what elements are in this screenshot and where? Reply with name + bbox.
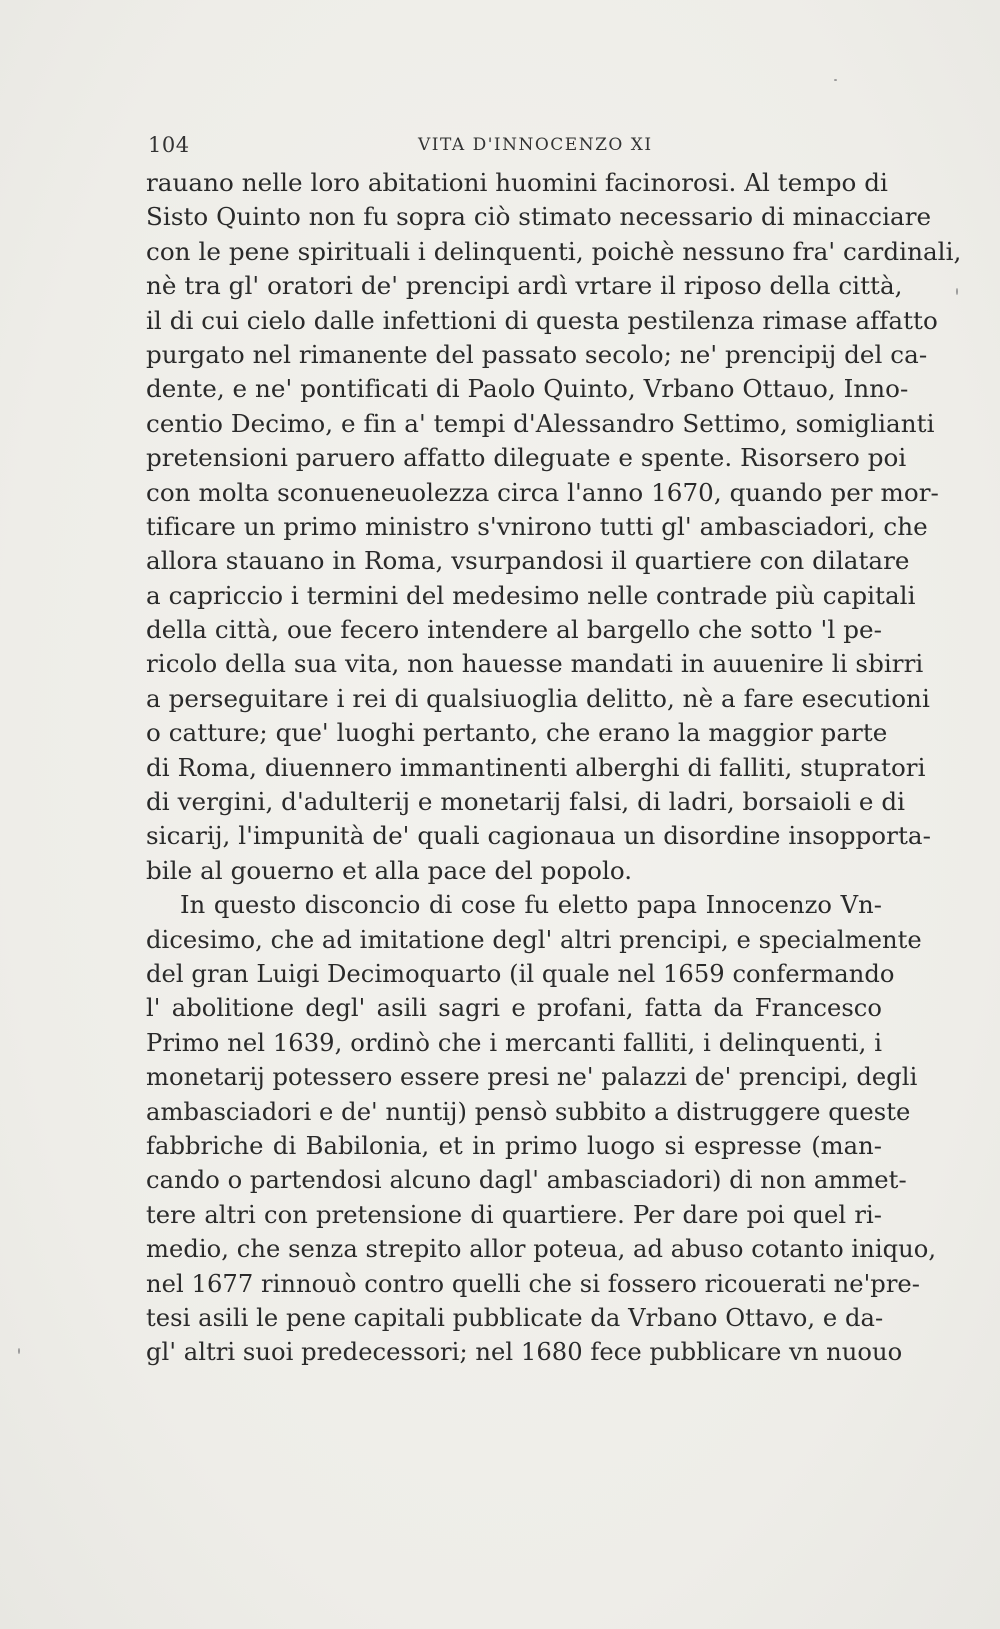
text-line: dicesimo, che ad imitatione degl' altri prencipi, e specialmente (146, 925, 922, 954)
running-title: VITA D'INNOCENZO XI (418, 135, 653, 155)
text-line: l' abolitione degl' asili sagri e profani, fatta da Francesco (146, 994, 882, 1023)
text-line: medio, che senza strepito allor poteua, ad abuso cotanto iniquo, (146, 1235, 937, 1264)
text-line: a perseguitare i rei di qualsiuoglia delitto, nè a fare esecutioni (146, 683, 930, 713)
text-line: tificare un primo ministro s'vnirono tutti gl' ambasciadori, che (146, 511, 928, 541)
text-line: fabbriche di Babilonia, et in primo luogo si espresse (man- (146, 1131, 882, 1160)
body-text (146, 166, 962, 1370)
text-line: rauano nelle loro abitationi huomini facinorosi. Al tempo di (146, 168, 888, 197)
text-line: pretensioni paruero affatto dileguate e spente. Risorsero poi (146, 443, 907, 473)
text-line: o catture; que' luoghi pertanto, che erano la maggior parte (146, 718, 888, 748)
page-number: 104 (148, 133, 190, 157)
text-line: della città, oue fecero intendere al bargello che sotto 'l pe- (146, 615, 882, 645)
running-head (148, 133, 888, 163)
text-line: In questo disconcio di cose fu eletto papa Innocenzo Vn- (180, 891, 882, 920)
text-line: sicarij, l'impunità de' quali cagionaua un disordine insopporta- (146, 821, 931, 851)
text-line: tere altri con pretensione di quartiere. Per dare poi quel ri- (146, 1200, 882, 1229)
speck (834, 79, 837, 81)
text-line: di vergini, d'adulterij e monetarij falsi, di ladri, borsaioli e di (146, 787, 906, 817)
paragraph-2 (146, 888, 937, 1369)
text-line: Sisto Quinto non fu sopra ciò stimato necessario di minacciare (146, 202, 932, 232)
text-line: allora stauano in Roma, vsurpandosi il quartiere con dilatare (146, 546, 910, 576)
text-line: gl' altri suoi predecessori; nel 1680 fece pubblicare vn nuouo (146, 1338, 903, 1367)
text-line: il di cui cielo dalle infettioni di questa pestilenza rimase affatto (146, 305, 938, 335)
text-line: Primo nel 1639, ordinò che i mercanti falliti, i delinquenti, i (146, 1028, 882, 1057)
text-line: purgato nel rimanente del passato secolo; ne' prencipij del ca- (146, 339, 928, 369)
text-line: nè tra gl' oratori de' prencipi ardì vrtare il riposo della città, (146, 271, 903, 301)
text-line: dente, e ne' pontificati di Paolo Quinto, Vrbano Ottauo, Inno- (146, 374, 909, 404)
paragraph-1 (146, 166, 962, 888)
text-line: ambasciadori e de' nuntij) pensò subbito a distruggere queste (146, 1097, 911, 1126)
text-line: con le pene spirituali i delinquenti, poichè nessuno fra' cardinali, (146, 236, 962, 266)
text-line: del gran Luigi Decimoquarto (il quale nel 1659 confermando (146, 959, 895, 988)
text-line: ricolo della sua vita, non hauesse mandati in auuenire li sbirri (146, 649, 924, 679)
text-line: tesi asili le pene capitali pubblicate da Vrbano Ottavo, e da- (146, 1303, 884, 1332)
text-line: di Roma, diuennero immantinenti alberghi di falliti, stupratori (146, 752, 926, 782)
text-line: cando o partendosi alcuno dagl' ambasciadori) di non ammet- (146, 1166, 907, 1195)
text-line: con molta sconueneuolezza circa l'anno 1670, quando per mor- (146, 477, 939, 507)
speck (956, 288, 958, 295)
speck (18, 1348, 20, 1354)
text-line: a capriccio i termini del medesimo nelle contrade più capitali (146, 580, 916, 610)
text-line: centio Decimo, e fin a' tempi d'Alessandro Settimo, somiglianti (146, 408, 935, 438)
text-line: monetarij potessero essere presi ne' palazzi de' prencipi, degli (146, 1063, 918, 1092)
text-line: bile al gouerno et alla pace del popolo. (146, 855, 633, 885)
text-line: nel 1677 rinnouò contro quelli che si fossero ricouerati ne'pre- (146, 1269, 921, 1298)
